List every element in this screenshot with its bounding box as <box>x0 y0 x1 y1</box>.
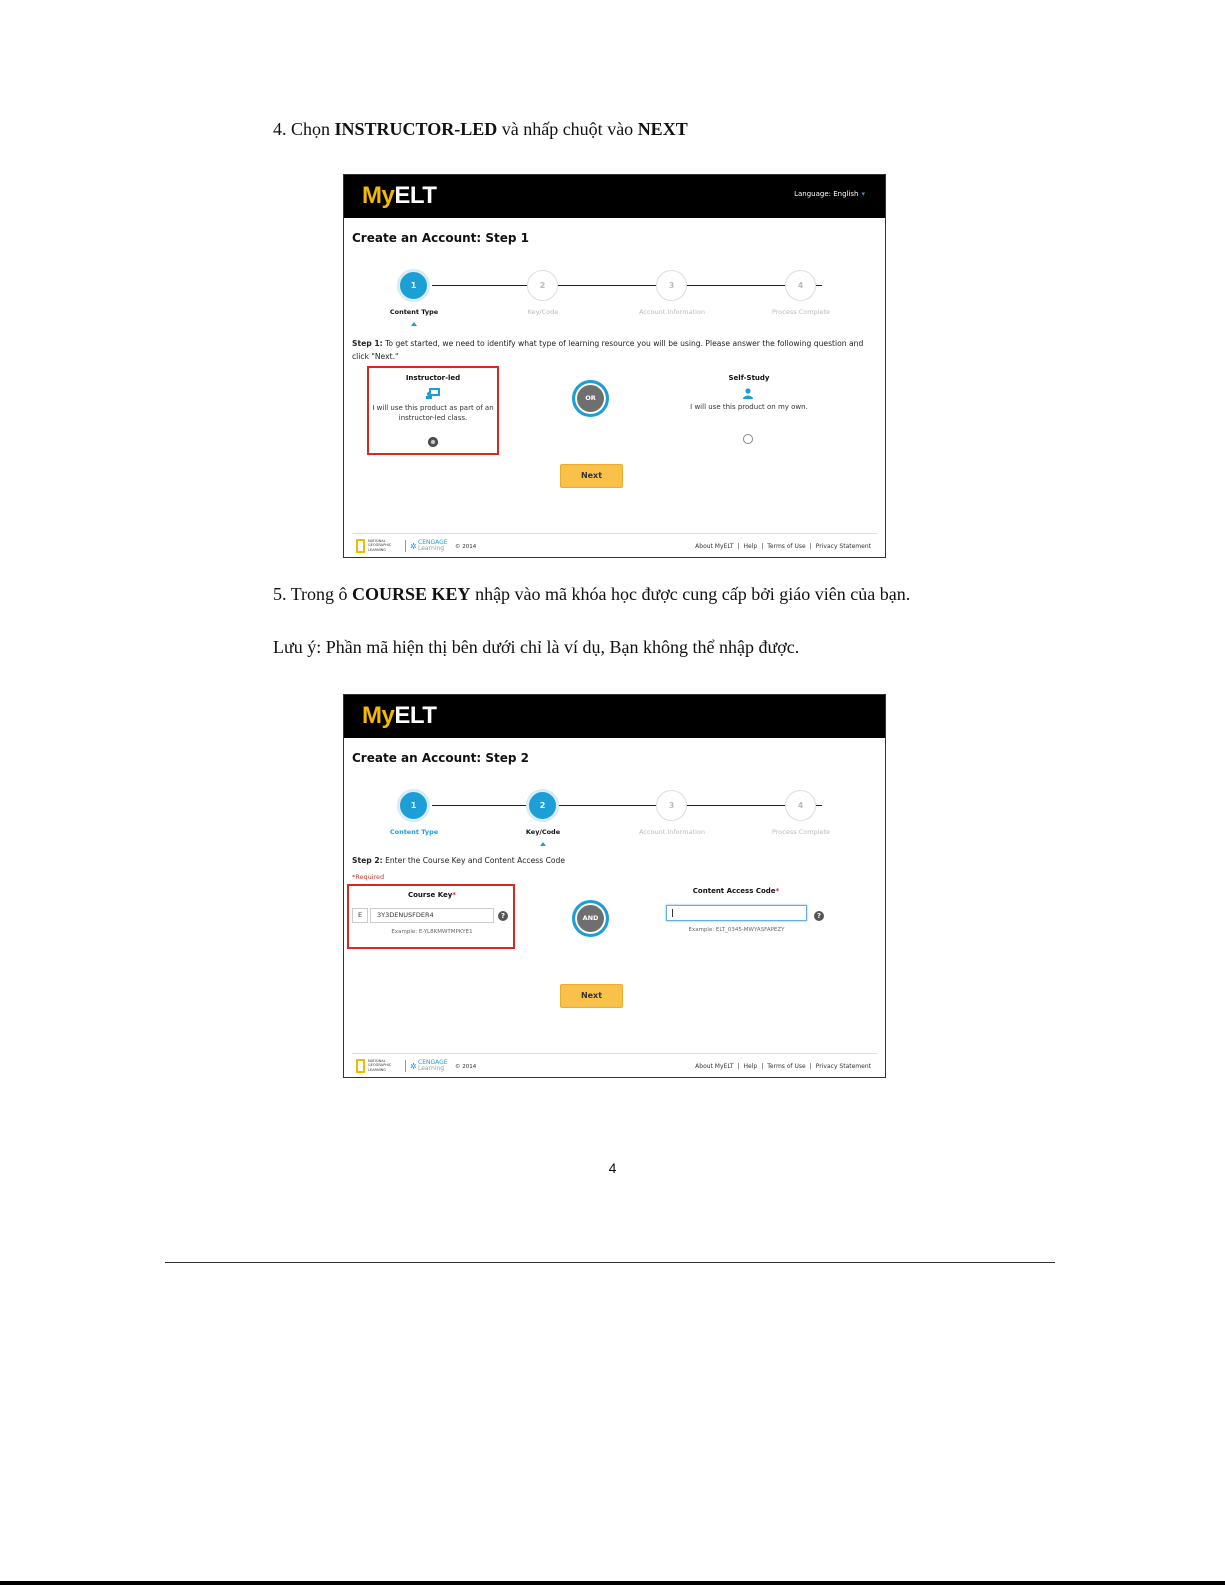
current-step-pointer <box>411 322 417 326</box>
step-4-circle: 4 <box>785 790 816 821</box>
instructor-icon <box>426 388 440 399</box>
yellow-border-icon <box>356 1059 365 1073</box>
step-3-circle: 3 <box>656 270 687 301</box>
course-key-keyword: COURSE KEY <box>352 584 471 604</box>
stepper-line <box>432 285 822 286</box>
cengage-logo: CENGAGE Learning <box>418 1059 448 1072</box>
about-link[interactable]: About MyELT <box>695 543 734 550</box>
footer-rule <box>165 1262 1055 1263</box>
copyright: © 2014 <box>455 544 477 550</box>
page-bottom-border <box>0 1581 1225 1585</box>
course-key-label: Course Key* <box>407 891 457 899</box>
access-code-example: Example: ELT_0345-MWYASFAPEZY <box>688 927 785 933</box>
next-keyword: NEXT <box>637 119 688 139</box>
instruction-step-5: 5. Trong ô COURSE KEY nhập vào mã khóa học được cung cấp bởi giáo viên của bạn. <box>273 584 911 604</box>
step-2-label: Key/Code <box>527 308 559 316</box>
privacy-link[interactable]: Privacy Statement <box>815 543 871 550</box>
step-1-label: Content Type <box>389 828 439 836</box>
note-text: Lưu ý: Phần mã hiện thị bên dưới chỉ là ví dụ, Bạn không thể nhập được. <box>273 637 800 657</box>
step-2-circle: 2 <box>527 270 558 301</box>
course-key-prefix: E <box>352 908 368 923</box>
national-geographic-logo: NATIONAL GEOGRAPHIC LEARNING <box>356 1059 402 1074</box>
person-icon <box>743 388 753 399</box>
step-3-label: Account Information <box>639 308 705 316</box>
help-link[interactable]: Help <box>743 543 758 550</box>
help-icon[interactable]: ? <box>498 911 508 921</box>
footer-links: About MyELT | Help | Terms of Use | Privacy Statement <box>691 1063 875 1070</box>
instructor-led-description: I will use this product as part of an instructor-led class. <box>372 404 494 422</box>
next-button[interactable]: Next <box>560 984 623 1008</box>
step-2-label: Key/Code <box>525 828 561 836</box>
step-instructions: Step 1: To get started, we need to identify what type of learning resource you will be using. Please answer the following question and click "Next." <box>352 339 864 361</box>
screenshot-step-2 <box>343 694 886 1078</box>
text-cursor <box>672 909 673 917</box>
top-bar <box>344 175 885 218</box>
myelt-logo[interactable]: MyELT <box>362 182 437 209</box>
privacy-link[interactable]: Privacy Statement <box>815 1063 871 1070</box>
required-note: *Required <box>352 873 385 881</box>
step-3-circle: 3 <box>656 790 687 821</box>
terms-link[interactable]: Terms of Use <box>767 1063 806 1070</box>
cengage-icon: ✲ <box>410 1062 417 1071</box>
copyright: © 2014 <box>455 1064 477 1070</box>
instructor-led-title: Instructor-led <box>405 374 461 382</box>
cengage-logo: CENGAGE Learning <box>418 539 448 552</box>
step-3-label: Account Information <box>639 828 705 836</box>
screenshot-step-1 <box>343 174 886 558</box>
step-4-label: Process Complete <box>771 308 831 316</box>
step-1-circle: 1 <box>398 270 429 301</box>
footer <box>352 1053 877 1077</box>
instructor-led-radio[interactable] <box>428 437 438 447</box>
or-divider: OR <box>572 380 609 417</box>
cengage-icon: ✲ <box>410 542 417 551</box>
and-divider: AND <box>572 900 609 937</box>
course-key-input[interactable]: 3Y3DENUSFDER4 <box>370 908 494 923</box>
current-step-pointer <box>540 842 546 846</box>
top-bar <box>344 695 885 738</box>
step-instructions: Step 2: Enter the Course Key and Content Access Code <box>352 856 566 865</box>
step-4-circle: 4 <box>785 270 816 301</box>
page-number: 4 <box>608 1160 617 1176</box>
course-key-example: Example: E-YL8KMWTMPKYE1 <box>391 929 473 935</box>
myelt-logo[interactable]: MyELT <box>362 702 437 729</box>
step-1-label: Content Type <box>389 308 439 316</box>
self-study-description: I will use this product on my own. <box>690 403 808 411</box>
self-study-radio[interactable] <box>743 434 753 444</box>
about-link[interactable]: About MyELT <box>695 1063 734 1070</box>
step-4-label: Process Complete <box>771 828 831 836</box>
chevron-down-icon: ▾ <box>861 190 865 198</box>
page-title: Create an Account: Step 1 <box>352 231 530 245</box>
step-1-circle: 1 <box>398 790 429 821</box>
step-2-circle: 2 <box>527 790 558 821</box>
progress-stepper <box>344 270 885 320</box>
stepper-line <box>432 805 822 806</box>
help-icon[interactable]: ? <box>814 911 824 921</box>
self-study-title: Self-Study <box>728 374 770 382</box>
footer-links: About MyELT | Help | Terms of Use | Privacy Statement <box>691 543 875 550</box>
next-button[interactable]: Next <box>560 464 623 488</box>
national-geographic-logo: NATIONAL GEOGRAPHIC LEARNING <box>356 539 402 554</box>
page-title: Create an Account: Step 2 <box>352 751 530 765</box>
progress-stepper <box>344 790 885 840</box>
instruction-step-4: 4. Chọn INSTRUCTOR-LED và nhấp chuột vào NEXT <box>273 119 688 139</box>
footer <box>352 533 877 557</box>
access-code-input[interactable] <box>666 905 807 921</box>
instructor-led-keyword: INSTRUCTOR-LED <box>334 119 498 139</box>
access-code-label: Content Access Code* <box>692 887 780 895</box>
terms-link[interactable]: Terms of Use <box>767 543 806 550</box>
yellow-border-icon <box>356 539 365 553</box>
language-selector[interactable]: Language: English ▾ <box>794 190 865 198</box>
help-link[interactable]: Help <box>743 1063 758 1070</box>
